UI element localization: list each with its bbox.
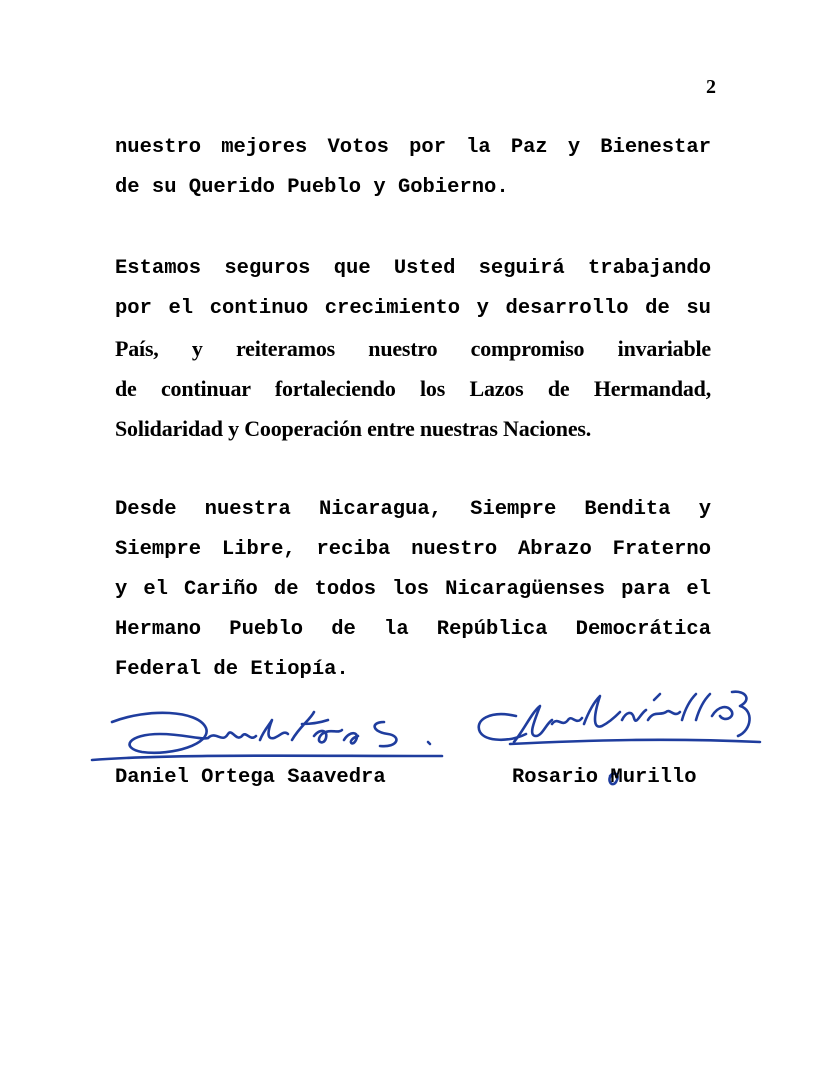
paragraph-3-line-4: Hermano Pueblo de la República Democrática [115, 618, 711, 641]
paragraph-2-line-3: País, y reiteramos nuestro compromiso invariable [115, 336, 711, 361]
paragraph-3-line-2: Siempre Libre, reciba nuestro Abrazo Fraterno [115, 538, 711, 561]
paragraph-3-line-5: Federal de Etiopía. [115, 658, 349, 681]
paragraph-1-line-1: nuestro mejores Votos por la Paz y Bienestar [115, 136, 711, 159]
paragraph-1-line-2: de su Querido Pueblo y Gobierno. [115, 176, 509, 199]
paragraph-2-line-1: Estamos seguros que Usted seguirá trabajando [115, 257, 711, 280]
page-number: 2 [706, 76, 716, 98]
paragraph-2-line-5: Solidaridad y Cooperación entre nuestras Naciones. [115, 416, 592, 441]
paragraph-3-line-3: y el Cariño de todos los Nicaragüenses para el [115, 578, 711, 601]
signatory-name-left: Daniel Ortega Saavedra [115, 766, 386, 789]
paragraph-3-line-1: Desde nuestra Nicaragua, Siempre Bendita y [115, 498, 711, 521]
signatory-name-right: Rosario Murillo [512, 766, 697, 789]
paragraph-2-line-2: por el continuo crecimiento y desarrollo de su [115, 297, 711, 320]
signature-daniel-ortega [88, 700, 448, 772]
paragraph-2-line-4: de continuar fortaleciendo los Lazos de Hermandad, [115, 376, 711, 401]
